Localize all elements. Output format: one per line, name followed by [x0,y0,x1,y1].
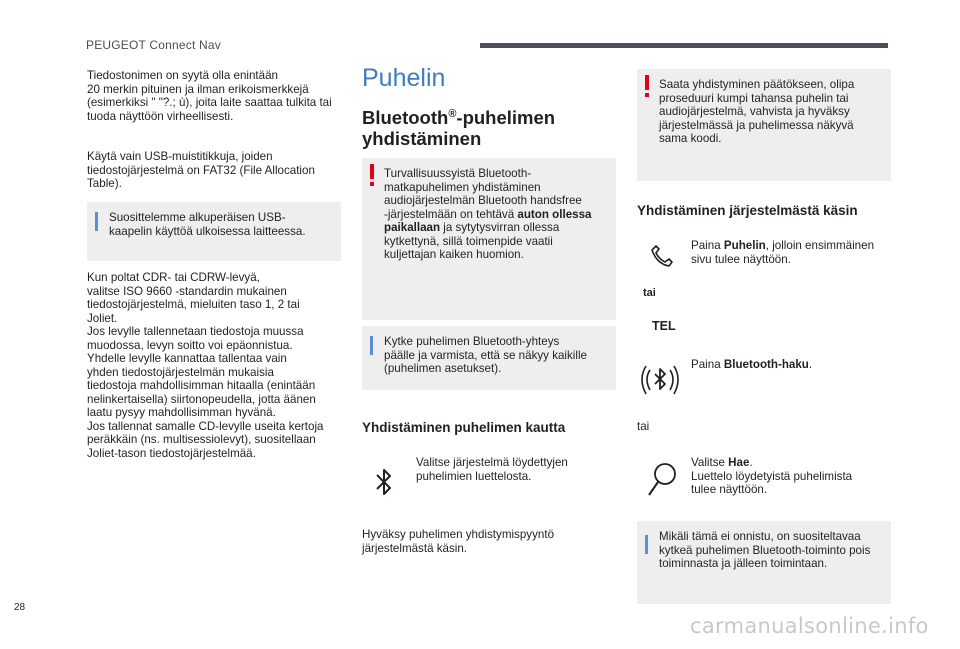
middle-warning-text [384,167,608,262]
heading-main: Bluetooth [362,107,449,129]
step3-suffix: . Luettelo löydetyistä puhelimista tulee näyttöön. [691,456,853,496]
search-icon [644,460,680,500]
warning-text-bold: auton ollessa paikallaan [384,207,592,234]
middle-step1: Valitse järjestelmä löydettyjen puhelimien luettelosta. [416,456,568,483]
tel-label: TEL [652,319,676,333]
right-step3 [691,456,891,497]
heading-line2: yhdistäminen [362,128,482,150]
right-step1 [691,239,891,266]
left-info-box [87,202,341,261]
left-info-text: Suosittelemme alkuperäisen USB- kaapelin käyttöä ulkoisessa laitteessa. [109,211,306,238]
step1-bold: Puhelin [723,239,766,252]
warning-text-after: ja sytytysvirran ollessa kytkettynä, sillä toimenpide vaatii kuljettajan kaiken huomion. [384,221,560,261]
running-header: PEUGEOT Connect Nav [86,38,221,52]
step2-suffix: . [808,358,813,371]
or-label-2: tai [637,420,650,433]
warning-text-before: Turvallisuussyistä Bluetooth- matkapuhelimen yhdistäminen audiojärjestelmän Bluetooth handsfree -järjestelmään on tehtävä [384,167,582,221]
watermark: carmanualsonline.info [690,614,929,638]
main-heading [362,104,622,149]
middle-para-accept: Hyväksy puhelimen yhdistymispyyntö järjestelmästä käsin. [362,528,555,555]
heading-rest: -puhelimen [456,107,556,129]
subheading-via-phone: Yhdistäminen puhelimen kautta [362,420,566,435]
section-title: Puhelin [362,64,446,92]
right-warning-text: Saata yhdistyminen päätökseen, olipa proseduuri kumpi tahansa puhelin tai audiojärjestelmä, vahvista ja hyväksy järjestelmässä ja puhelimessa näkyvä sama koodi. [659,78,855,145]
bluetooth-icon [374,466,394,498]
header-bar [480,43,888,48]
right-info-text: Mikäli tämä ei onnistu, on suositeltavaa kytkeä puhelimen Bluetooth-toiminto pois toiminnasta ja jälleen toimintaan. [659,530,871,570]
phone-icon [648,242,676,270]
step1-suffix: , jolloin ensimmäinen sivu tulee näyttöön. [691,239,875,266]
warning-mark-icon [643,75,651,97]
step2-bold: Bluetooth-haku [723,358,809,371]
bluetooth-search-icon [640,360,680,400]
info-mark-icon [95,212,98,231]
subheading-from-system: Yhdistäminen järjestelmästä käsin [637,203,858,218]
middle-info-text: Kytke puhelimen Bluetooth-yhteys päälle ja varmista, että se näkyy kaikille (puhelimen asetukset). [384,335,587,375]
step2-prefix: Paina [691,358,724,371]
step3-bold: Hae [728,456,750,469]
step3-prefix: Valitse [691,456,729,469]
warning-mark-icon [368,164,376,186]
left-para-usb: Käytä vain USB-muistitikkuja, joiden tiedostojärjestelmä on FAT32 (File Allocation Table). [87,150,315,190]
page-number: 28 [14,602,26,613]
step1-prefix: Paina [691,239,724,252]
right-warning-box [637,69,891,181]
left-para-filename: Tiedostonimen on syytä olla enintään 20 merkin pituinen ja ilman erikoismerkkejä (esimerkiksi " "?.; ù), joita laite saattaa tulkita tai tuoda näyttöön virheellisesti. [87,69,332,123]
middle-info-box [362,326,616,390]
right-step2 [691,358,891,372]
info-mark-icon [370,336,373,355]
middle-warning-box [362,158,616,320]
right-info-box [637,521,891,604]
info-mark-icon [645,535,648,554]
or-label-1: tai [643,287,656,299]
left-para-cd: Kun poltat CDR- tai CDRW-levyä, valitse ISO 9660 -standardin mukainen tiedostojärjestelmä, mieluiten taso 1, 2 tai Joliet. Jos levylle tallennetaan tiedostoja muussa muodossa, levyn soitto voi epäonnistua. Yhdelle levylle kannattaa tallentaa vain yhden tiedostojärjestelmän mukaisia tiedostoja mahdollisimman hitaalla (enintään nelinkertaisella) siirtonopeudella, jotta äänen laatu pysyy mahdollisimman hyvänä. Jos tallennat samalle CD-levylle useita kertoja peräkkäin (ns. multisessiolevyt), suositellaan Joliet-tason tiedostojärjestelmää. [87,271,324,460]
heading-reg: ® [448,108,457,120]
